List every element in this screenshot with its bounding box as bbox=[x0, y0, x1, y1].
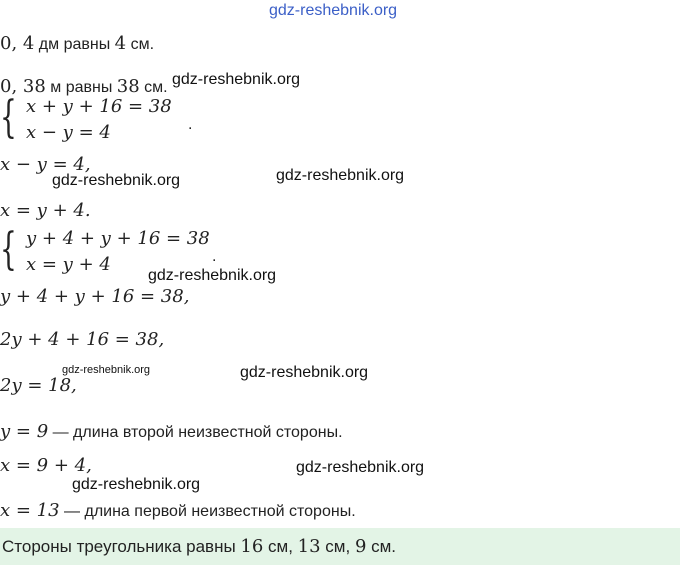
answer-box bbox=[0, 528, 680, 565]
result-line-first-side bbox=[0, 500, 356, 523]
line-dm-to-cm bbox=[0, 33, 154, 56]
dot: . bbox=[188, 116, 193, 133]
value: 0, 38 bbox=[0, 76, 46, 97]
value: 0, 4 bbox=[0, 33, 35, 54]
watermark: gdz-reshebnik.org bbox=[276, 167, 405, 184]
text: — длина второй неизвестной стороны. bbox=[48, 424, 343, 441]
text: — длина первой неизвестной стороны. bbox=[59, 503, 356, 520]
equation-line: 2y = 18, bbox=[0, 375, 77, 396]
math: x = 13 bbox=[0, 500, 60, 521]
math: y = 9 bbox=[0, 421, 49, 442]
result-line-second-side bbox=[0, 421, 343, 444]
equation-line: y + 4 + y + 16 = 38, bbox=[0, 286, 190, 307]
text: см. bbox=[126, 36, 155, 53]
system-row: x − y = 4 bbox=[26, 122, 111, 143]
equation-line: 2y + 4 + 16 = 38, bbox=[0, 329, 165, 350]
watermark: gdz-reshebnik.org bbox=[52, 172, 181, 189]
answer-text bbox=[2, 536, 396, 557]
value: 13 bbox=[297, 536, 321, 557]
equation-line: x = 9 + 4, bbox=[0, 455, 92, 476]
system-row: y + 4 + y + 16 = 38 bbox=[26, 228, 210, 249]
system-row: x = y + 4 bbox=[26, 254, 111, 275]
text: см. bbox=[366, 537, 397, 556]
text: см, bbox=[320, 537, 355, 556]
watermark: gdz-reshebnik.org bbox=[240, 364, 369, 381]
system-row: x + y + 16 = 38 bbox=[26, 96, 172, 117]
text: дм равны bbox=[34, 36, 115, 53]
brace-icon: { bbox=[0, 92, 17, 143]
dot: . bbox=[212, 248, 217, 265]
brace-icon: { bbox=[0, 224, 17, 275]
watermark: gdz-reshebnik.org bbox=[269, 2, 398, 19]
value: 38 bbox=[116, 76, 140, 97]
equation-line: x − y = 4, bbox=[0, 154, 91, 175]
text: м равны bbox=[45, 79, 117, 96]
text: см, bbox=[263, 537, 298, 556]
value: 16 bbox=[240, 536, 264, 557]
equation-system-1 bbox=[0, 94, 220, 150]
text: Стороны треугольника равны bbox=[2, 537, 241, 556]
watermark: gdz-reshebnik.org bbox=[172, 71, 301, 88]
text: см. bbox=[139, 79, 168, 96]
watermark: gdz-reshebnik.org bbox=[62, 364, 151, 376]
value: 9 bbox=[354, 536, 367, 557]
watermark: gdz-reshebnik.org bbox=[148, 267, 277, 284]
equation-line: x = y + 4. bbox=[0, 200, 91, 221]
watermark: gdz-reshebnik.org bbox=[296, 459, 425, 476]
value: 4 bbox=[114, 33, 127, 54]
watermark: gdz-reshebnik.org bbox=[72, 476, 201, 493]
